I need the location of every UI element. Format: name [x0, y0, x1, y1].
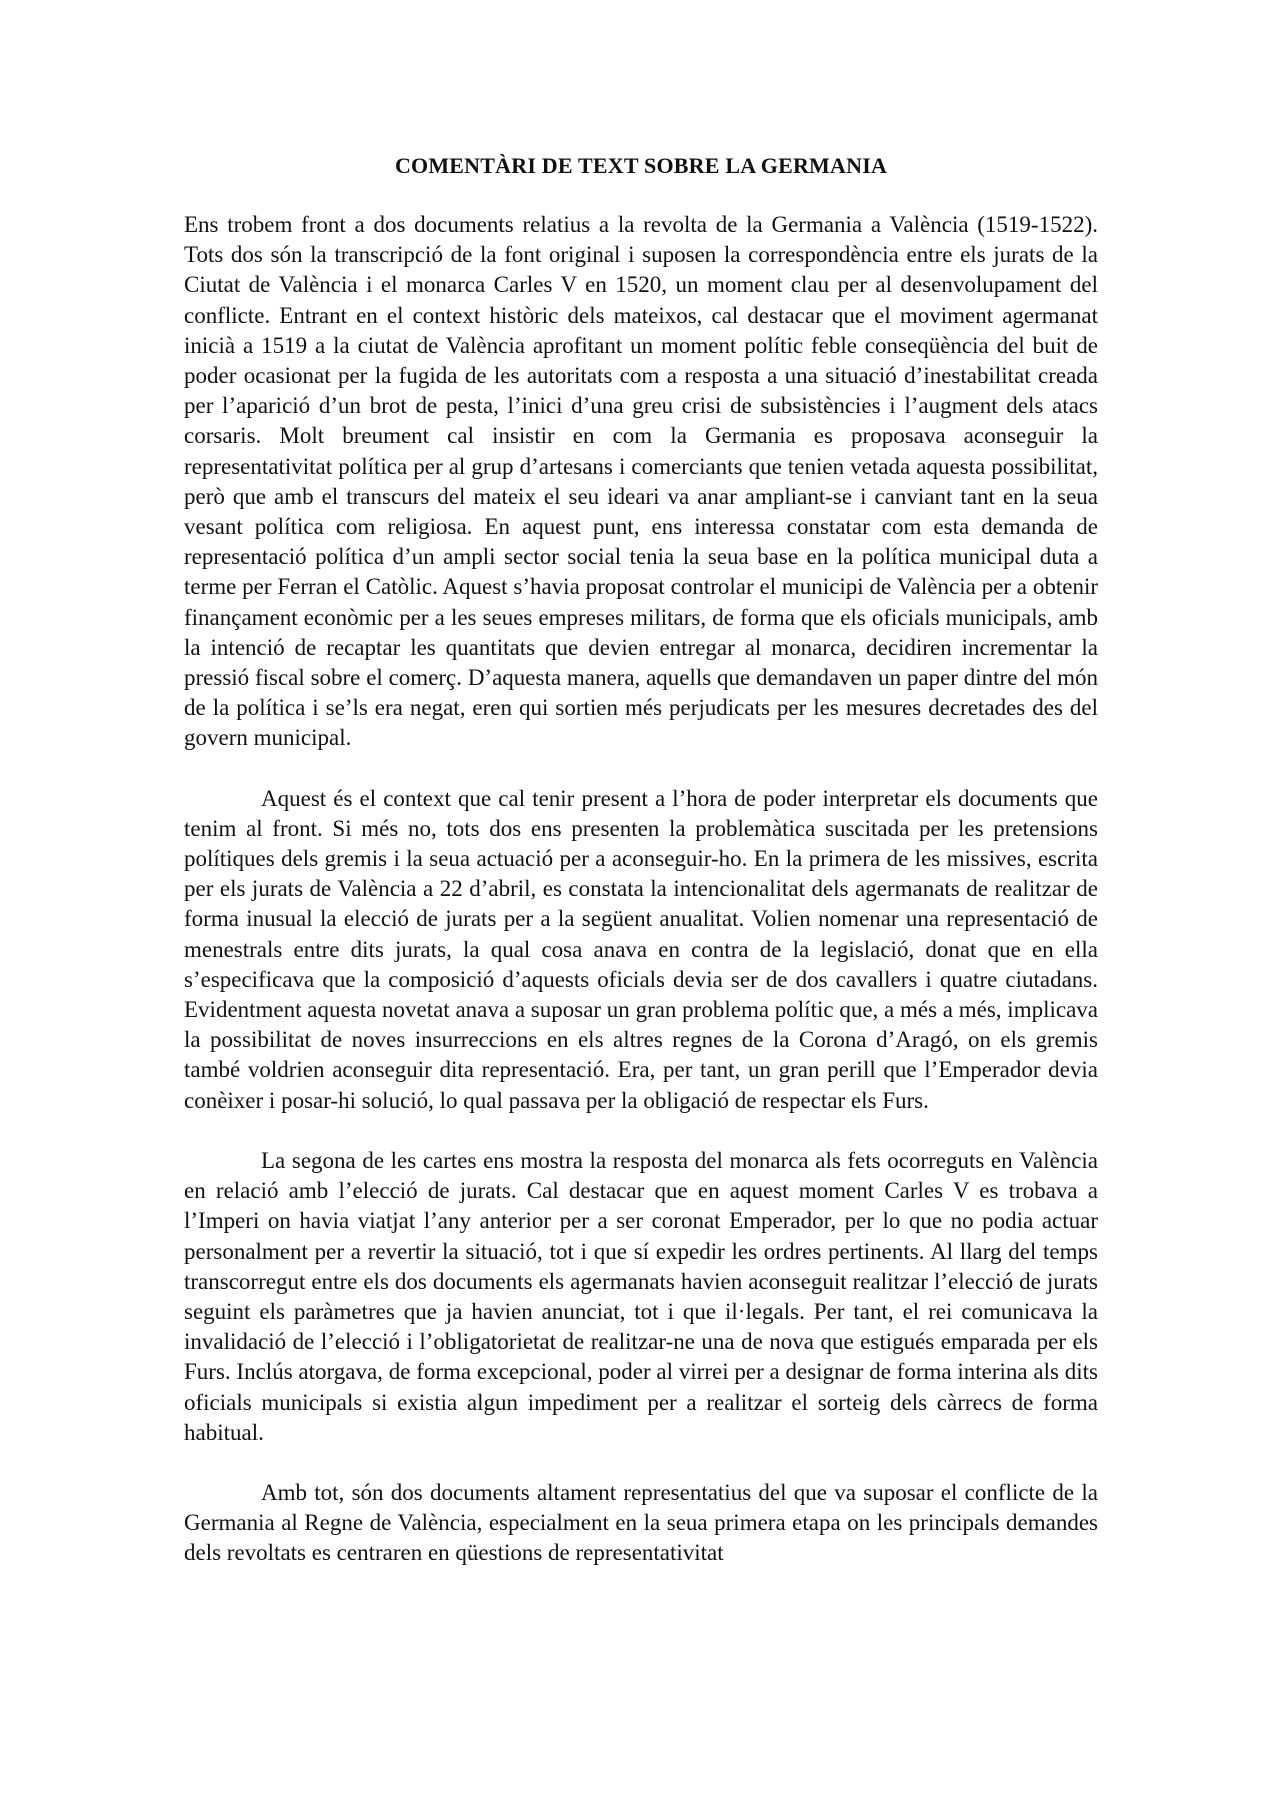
paragraph-context: Ens trobem front a dos documents relatius a la revolta de la Germania a València (1519-1522). Tots dos són la transcripció de la font original i suposen la correspondència entre els jurats de la Ciutat de València i el monarca Carles V en 1520, un moment clau per al desenvolupament del conflicte. Entrant en el context històric dels mateixos, cal destacar que el moviment agermanat inicià a 1519 a la ciutat de València aprofitant un moment polític feble conseqüència del buit de poder ocasionat per la fugida de les autoritats com a resposta a una situació d’inestabilitat creada per l’aparició d’un brot de pesta, l’inici d’una greu crisi de subsistències i l’augment dels atacs corsaris. Molt breument cal insistir en com la Germania es proposava aconseguir la representativitat política per al grup d’artesans i comerciants que tenien vetada aquesta possibilitat, però que amb el transcurs del mateix el seu ideari va anar ampliant-se i canviant tant en la seua vesant política com religiosa. En aquest punt, ens interessa constatar com esta demanda de representació política d’un ampli sector social tenia la seua base en la política municipal duta a terme per Ferran el Catòlic. Aquest s’havia proposat controlar el municipi de València per a obtenir finançament econòmic per a les seues empreses militars, de forma que els oficials municipals, amb la intenció de recaptar les quantitats que devien entregar al monarca, decidiren incrementar la pressió fiscal sobre el comerç. D’aquesta manera, aquells que demandaven un paper dintre del món de la política i se’ls era negat, eren qui sortien més perjudicats per les mesures decretades des del govern municipal.: [184, 212, 1098, 751]
paragraph-second-letter: La segona de les cartes ens mostra la resposta del monarca als fets ocorreguts en València en relació amb l’elecció de jurats. Cal destacar que en aquest moment Carles V es trobava a l’Imperi on havia viatjat l’any anterior per a ser coronat Emperador, per lo que no podia actuar personalment per a revertir la situació, tot i que sí expedir les ordres pertinents. Al llarg del temps transcorregut entre els dos documents els agermanats havien aconseguit realitzar l’elecció de jurats seguint els paràmetres que ja havien anunciat, tot i que il·legals. Per tant, el rei comunicava la invalidació de l’elecció i l’obligatorietat de realitzar-ne una de nova que estigués emparada per els Furs. Inclús atorgava, de forma excepcional, poder al virrei per a designar de forma interina als dits oficials municipals si existia algun impediment per a realitzar el sorteig dels càrrecs de forma habitual.: [184, 1147, 1098, 1445]
paragraph-conclusion: Amb tot, són dos documents altament representatius del que va suposar el conflicte de la Germania al Regne de València, especialment en la seua primera etapa on les principals demandes dels revoltats es centraren en qüestions de representativitat: [184, 1479, 1098, 1566]
document-page: [184, 150, 1098, 1569]
document-title: COMENTÀRI DE TEXT SOBRE LA GERMANIA: [394, 153, 888, 178]
paragraph-first-letter: Aquest és el context que cal tenir present a l’hora de poder interpretar els documents que tenim al front. Si més no, tots dos ens presenten la problemàtica suscitada per les pretensions polítiques dels gremis i la seua actuació per a aconseguir-ho. En la primera de les missives, escrita per els jurats de València a 22 d’abril, es constata la intencionalitat dels agermanats de realitzar de forma inusual la elecció de jurats per a la següent anualitat. Volien nomenar una representació de menestrals entre dits jurats, la qual cosa anava en contra de la legislació, donat que en ella s’especificava que la composició d’aquests oficials devia ser de dos cavallers i quatre ciutadans. Evidentment aquesta novetat anava a suposar un gran problema polític que, a més a més, implicava la possibilitat de noves insurreccions en els altres regnes de la Corona d’Aragó, on els gremis també voldrien aconseguir dita representació. Era, per tant, un gran perill que l’Emperador devia conèixer i posar-hi solució, lo qual passava per la obligació de respectar els Furs.: [184, 785, 1098, 1113]
